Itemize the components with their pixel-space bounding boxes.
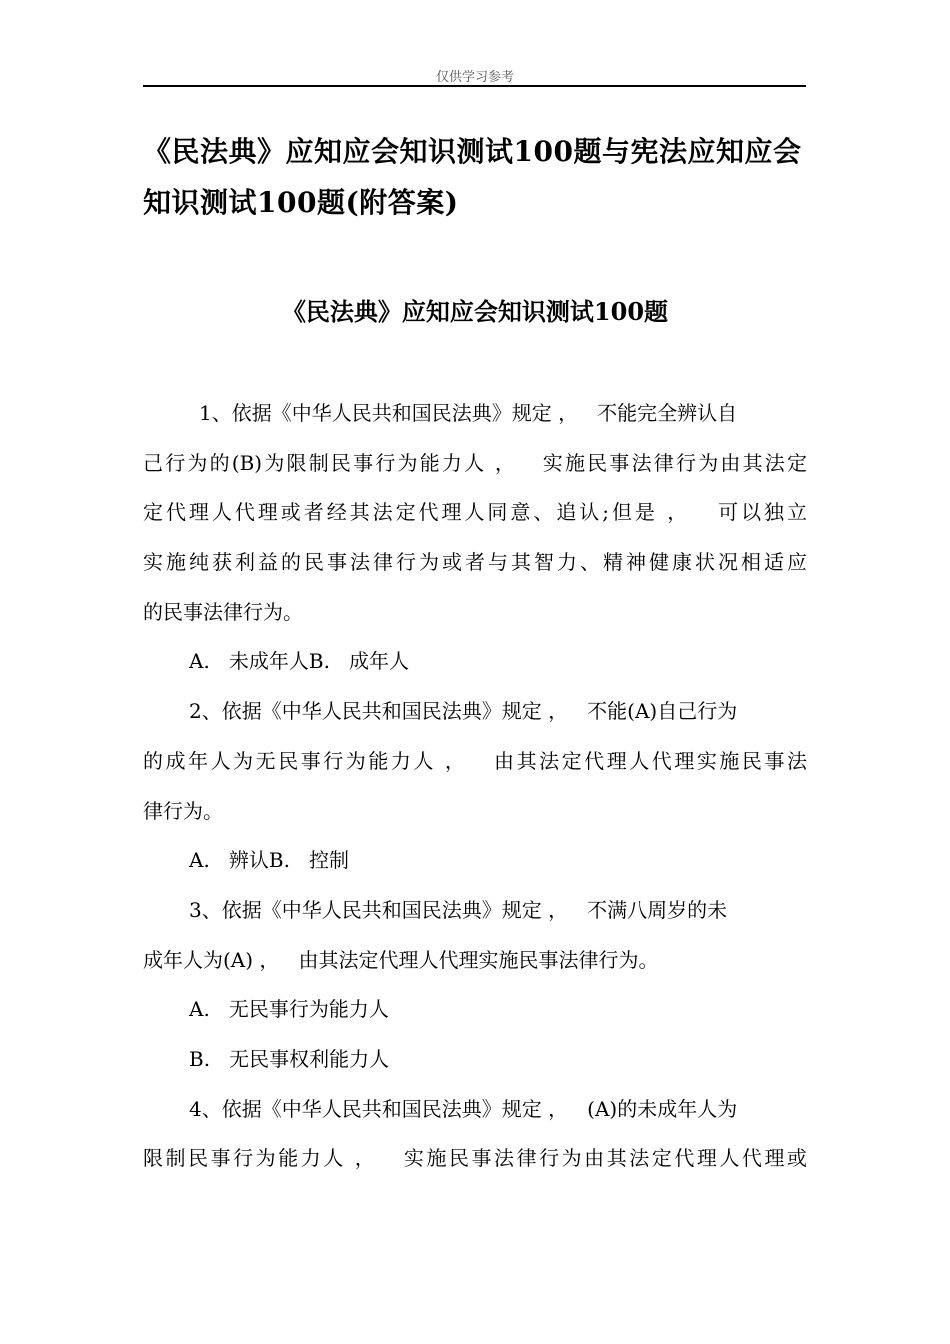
document-title-line: 知识测试100题(附答案) <box>143 186 459 219</box>
question-1-line: 定代理人代理或者经其法定代理人同意、追认;但是 ， 可以独立 <box>143 500 807 525</box>
question-3-line: 3、依据《中华人民共和国民法典》规定 ， 不满八周岁的未 <box>189 897 728 922</box>
question-1-line: 1、依据《中华人民共和国民法典》规定 ， 不能完全辨认自 <box>199 401 738 425</box>
document-body <box>143 389 807 1184</box>
question-3-line: 成年人为(A) ， 由其法定代理人代理实施民事法律行为。 <box>143 947 659 972</box>
question-2-line: 的成年人为无民事行为能力人 ， 由其法定代理人代理实施民事法 <box>143 748 807 773</box>
question-1-options: A. 未成年人B. 成年人 <box>189 649 409 674</box>
section-title: 《民法典》应知应会知识测试100题 <box>281 297 669 326</box>
question-3-option-b: B. 无民事权利能力人 <box>189 1046 390 1071</box>
question-2-line: 律行为。 <box>143 798 223 823</box>
header-divider <box>143 85 806 87</box>
question-1-line: 的民事法律行为。 <box>143 599 303 624</box>
header-note: 仅供学习参考 <box>435 70 514 85</box>
question-3-option-a: A. 无民事行为能力人 <box>189 997 389 1022</box>
question-4-line: 限制民事行为能力人 ， 实施民事法律行为由其法定代理人代理或 <box>143 1146 807 1171</box>
question-2-options: A. 辨认B. 控制 <box>189 848 349 873</box>
question-2-line: 2、依据《中华人民共和国民法典》规定 ， 不能(A)自己行为 <box>189 699 738 724</box>
question-1-line: 己行为的(B)为限制民事行为能力人 ， 实施民事法律行为由其法定 <box>143 450 807 475</box>
document-title <box>143 126 813 228</box>
document-title-line: 《民法典》应知应会知识测试100题与宪法应知应会 <box>143 135 802 168</box>
question-1-line: 实施纯获利益的民事法律行为或者与其智力、精神健康状况相适应 <box>143 550 807 575</box>
question-4-line: 4、依据《中华人民共和国民法典》规定 ， (A)的未成年人为 <box>189 1096 738 1121</box>
